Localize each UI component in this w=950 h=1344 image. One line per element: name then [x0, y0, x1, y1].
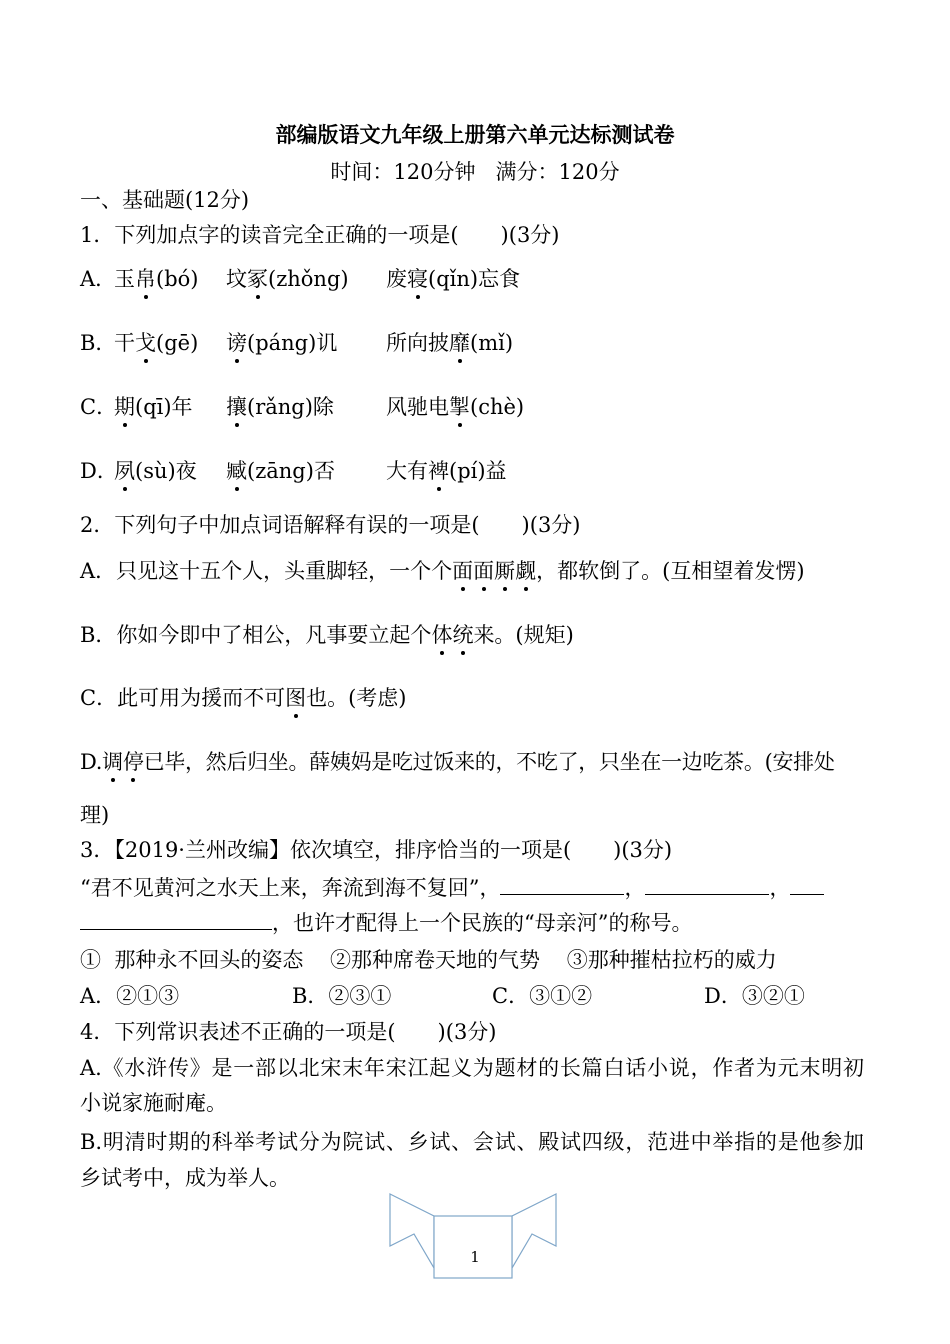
blank-1 — [500, 874, 624, 895]
dotted-char: 厮 — [494, 559, 516, 583]
text: 风驰电 — [386, 395, 449, 419]
q2-option-d-continued: 理) — [80, 803, 110, 827]
dotted-char: 寝 — [407, 267, 428, 291]
q3-fill-line-2 — [80, 909, 692, 937]
q3-option-c: C．③①② — [492, 984, 593, 1008]
text: 废 — [386, 267, 407, 291]
dotted-char: 图 — [285, 686, 307, 710]
dotted-char: 掣 — [449, 395, 470, 419]
pinyin: (bó) — [156, 267, 199, 291]
dotted-char: 攘 — [226, 395, 247, 419]
text: ， — [624, 876, 646, 900]
blank-2 — [645, 874, 769, 895]
dotted-char: 面 — [452, 559, 474, 583]
text: D. — [80, 750, 103, 774]
q4-stem: 4．下列常识表述不正确的一项是( )(3分) — [80, 1020, 497, 1044]
dotted-char: 靡 — [449, 331, 470, 355]
q3-items: ① 那种永不回头的姿态 ②那种席卷天地的气势 ③那种摧枯拉朽的威力 — [80, 948, 777, 972]
text: 玉 — [114, 267, 135, 291]
option-label: A． — [80, 267, 117, 291]
text: 来。(规矩) — [473, 623, 574, 647]
text: ，都软倒了。(互相望着发愣) — [536, 559, 805, 583]
pinyin: (gē) — [156, 331, 199, 355]
dotted-char: 戈 — [135, 331, 156, 355]
q3-fill-line-1 — [80, 874, 824, 902]
text: A．只见这十五个人，头重脚轻，一个个 — [80, 559, 453, 583]
q2-stem: 2．下列句子中加点词语解释有误的一项是( )(3分) — [80, 513, 581, 537]
q2-option-a — [80, 557, 805, 585]
pinyin: (pí)益 — [449, 459, 507, 483]
dotted-char: 臧 — [226, 459, 247, 483]
page-title: 部编版语文九年级上册第六单元达标测试卷 — [275, 123, 675, 147]
text: 坟 — [226, 267, 247, 291]
q1-stem: 1．下列加点字的读音完全正确的一项是( )(3分) — [80, 223, 560, 247]
text: 所向披 — [386, 331, 449, 355]
section-heading: 一、基础题(12分) — [80, 188, 250, 212]
q3-option-b: B．②③① — [292, 984, 392, 1008]
dotted-char: 调 — [102, 750, 123, 774]
text: “君不见黄河之水天上来，奔流到海不复回”， — [80, 876, 501, 900]
text: 已毕，然后归坐。薛姨妈是吃过饭来的，不吃了，只坐在一边吃茶。(安排处 — [143, 750, 835, 774]
pinyin: (sù)夜 — [135, 459, 197, 483]
q4-option-a: A.《水浒传》是一部以北宋末年宋江起义为题材的长篇白话小说，作者为元末明初 — [80, 1056, 864, 1080]
ribbon-center-box — [434, 1216, 512, 1278]
q4-option-b: B.明清时期的科举考试分为院试、乡试、会试、殿试四级，范进中举指的是他参加 — [80, 1130, 864, 1154]
dotted-char: 冢 — [247, 267, 268, 291]
time-score-line: 时间：120分钟 满分：120分 — [330, 160, 620, 184]
text: 干 — [114, 331, 135, 355]
blank-3 — [790, 874, 824, 895]
pinyin: (qǐn)忘食 — [428, 267, 521, 291]
q3-stem: 3．【2019·兰州改编】依次填空，排序恰当的一项是( )(3分) — [80, 838, 673, 862]
option-label: C． — [80, 395, 118, 419]
page-footer-ribbon — [388, 1188, 558, 1288]
dotted-char: 停 — [122, 750, 144, 774]
pinyin: (zāng)否 — [247, 459, 335, 483]
text: B．你如今即中了相公，凡事要立起个 — [80, 623, 432, 647]
q2-option-d — [80, 748, 835, 776]
page-number: 1 — [470, 1248, 480, 1266]
q4-option-b-continued: 乡试考中，成为举人。 — [80, 1166, 290, 1190]
q3-option-d: D．③②① — [704, 984, 805, 1008]
text: 大有 — [386, 459, 428, 483]
pinyin: (qī)年 — [135, 395, 193, 419]
dotted-char: 觑 — [515, 559, 537, 583]
q4-option-a-continued: 小说家施耐庵。 — [80, 1091, 227, 1115]
pinyin: (páng)讥 — [247, 331, 338, 355]
option-label: D． — [80, 459, 118, 483]
pinyin: (mǐ) — [470, 331, 514, 355]
pinyin: (zhǒng) — [268, 267, 349, 291]
text: C．此可用为援而不可 — [80, 686, 286, 710]
dotted-char: 夙 — [114, 459, 135, 483]
option-label: B． — [80, 331, 117, 355]
q3-option-a: A．②①③ — [80, 984, 180, 1008]
pinyin: (chè) — [470, 395, 525, 419]
dotted-char: 帛 — [135, 267, 156, 291]
text: ，也许才配得上一个民族的“母亲河”的称号。 — [272, 911, 693, 935]
text: 也。(考虑) — [306, 686, 407, 710]
q2-option-c — [80, 684, 406, 712]
blank-3-continued — [80, 909, 272, 930]
dotted-char: 裨 — [428, 459, 449, 483]
dotted-char: 体 — [431, 623, 453, 647]
text: ， — [769, 876, 791, 900]
q2-option-b — [80, 621, 574, 649]
dotted-char: 统 — [452, 623, 474, 647]
dotted-char: 期 — [114, 395, 135, 419]
dotted-char: 面 — [473, 559, 495, 583]
dotted-char: 谤 — [226, 331, 247, 355]
pinyin: (rǎng)除 — [247, 395, 334, 419]
